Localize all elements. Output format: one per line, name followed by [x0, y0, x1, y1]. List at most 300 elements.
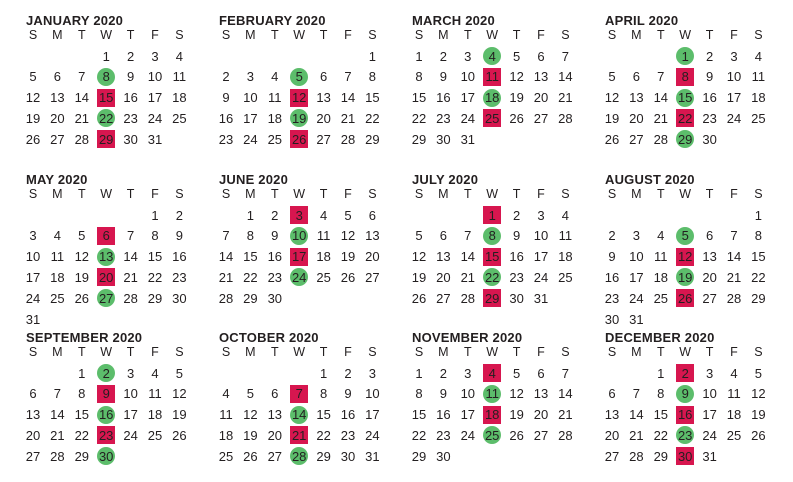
day-cell: 20 [25, 427, 41, 443]
day-cell: 4 [151, 365, 159, 381]
day-cell: 7 [730, 228, 738, 244]
weekday-header: S [221, 344, 231, 359]
day-cell: 23 [340, 427, 356, 443]
day-cell-green-marked: 29 [677, 131, 693, 147]
day-cell: 5 [608, 69, 616, 85]
day-cell: 17 [460, 407, 476, 423]
day-cell: 3 [537, 207, 545, 223]
month-title: MAY 2020 [26, 172, 88, 187]
day-cell: 17 [123, 407, 138, 423]
day-cell: 2 [439, 48, 447, 64]
day-cell: 8 [415, 386, 423, 402]
day-cell: 26 [340, 269, 356, 285]
day-cell: 14 [726, 249, 742, 265]
day-cell: 17 [460, 90, 476, 106]
day-cell: 23 [436, 427, 451, 443]
day-cell: 10 [533, 228, 549, 244]
weekday-header: F [151, 344, 159, 359]
day-cell: 27 [50, 131, 65, 147]
day-cell: 8 [151, 228, 159, 244]
day-cell: 27 [533, 427, 549, 443]
day-cell: 18 [172, 90, 187, 106]
day-cell: 7 [78, 69, 86, 85]
day-cell: 16 [267, 249, 283, 265]
day-cell: 1 [415, 48, 423, 64]
day-cell-green-marked: 18 [484, 90, 500, 106]
weekday-header: T [512, 344, 521, 359]
day-cell: 31 [702, 448, 717, 464]
weekday-header: S [28, 27, 38, 42]
day-cell: 4 [657, 228, 665, 244]
day-cell: 28 [74, 131, 90, 147]
day-cell: 25 [558, 269, 573, 285]
day-cell-red-marked: 26 [677, 290, 693, 306]
day-cell-green-marked: 2 [97, 364, 115, 382]
day-cell-red-marked: 18 [484, 407, 500, 423]
day-cell: 21 [558, 407, 573, 423]
day-cell-green-marked: 30 [98, 448, 114, 464]
day-cell: 4 [271, 69, 279, 85]
day-cell: 23 [267, 269, 283, 285]
weekday-header: F [537, 344, 545, 359]
weekday-header: S [414, 344, 424, 359]
day-cell: 20 [533, 90, 549, 106]
day-cell-green-marked: 25 [484, 427, 500, 443]
weekday-header: T [656, 27, 665, 42]
month-title: DECEMBER 2020 [605, 330, 715, 345]
month-title: AUGUST 2020 [605, 172, 695, 187]
day-cell: 28 [629, 448, 644, 464]
day-cell-red-marked: 23 [98, 427, 114, 443]
day-cell: 9 [271, 228, 279, 244]
day-cell: 24 [365, 427, 380, 443]
day-cell: 13 [629, 90, 644, 106]
weekday-header: W [486, 344, 499, 359]
day-cell: 7 [222, 228, 230, 244]
day-cell-red-marked: 1 [483, 206, 501, 224]
day-cell: 31 [365, 448, 380, 464]
day-cell-green-marked: 14 [291, 407, 307, 423]
weekday-header: S [221, 27, 231, 42]
day-cell: 20 [50, 110, 65, 126]
day-cell: 14 [74, 90, 90, 106]
day-cell: 18 [726, 407, 742, 423]
day-cell-green-marked: 10 [291, 228, 307, 244]
day-cell: 25 [267, 131, 283, 147]
day-cell: 19 [751, 407, 766, 423]
day-cell: 14 [653, 90, 669, 106]
day-cell-red-marked: 26 [291, 131, 307, 147]
day-cell: 22 [316, 427, 331, 443]
day-cell: 6 [632, 69, 640, 85]
day-cell: 1 [319, 365, 328, 381]
day-cell: 26 [172, 427, 187, 443]
weekday-header: S [368, 27, 377, 42]
day-cell: 26 [74, 290, 90, 306]
day-cell: 28 [558, 110, 573, 126]
day-cell: 2 [608, 228, 616, 244]
day-cell: 10 [726, 69, 742, 85]
day-cell: 19 [340, 249, 356, 265]
day-cell: 9 [512, 228, 521, 244]
day-cell: 13 [533, 69, 549, 85]
day-cell: 9 [608, 249, 616, 265]
day-cell: 12 [509, 69, 524, 85]
day-cell: 24 [460, 110, 476, 126]
day-cell: 17 [25, 269, 41, 285]
day-cell: 14 [460, 249, 476, 265]
day-cell: 11 [558, 228, 573, 244]
day-cell: 15 [316, 407, 331, 423]
day-cell: 24 [147, 110, 163, 126]
day-cell-red-marked: 22 [677, 110, 693, 126]
day-cell: 10 [702, 386, 717, 402]
day-cell: 9 [439, 69, 447, 85]
day-cell: 13 [25, 407, 41, 423]
day-cell: 18 [653, 269, 669, 285]
weekday-header: W [100, 186, 113, 201]
day-cell: 22 [751, 269, 766, 285]
weekday-header: T [77, 27, 86, 42]
day-cell: 19 [509, 90, 524, 106]
day-cell: 17 [147, 90, 163, 106]
day-cell: 30 [604, 311, 620, 327]
day-cell: 10 [365, 386, 380, 402]
day-cell: 13 [267, 407, 283, 423]
day-cell: 15 [365, 90, 380, 106]
day-cell: 1 [415, 365, 423, 381]
day-cell-red-marked: 20 [98, 269, 114, 285]
day-cell: 15 [751, 249, 766, 265]
weekday-header: T [463, 27, 472, 42]
day-cell: 14 [629, 407, 644, 423]
weekday-header: M [438, 27, 449, 42]
day-cell: 16 [218, 110, 234, 126]
day-cell-red-marked: 29 [98, 131, 114, 147]
day-cell: 1 [78, 365, 86, 381]
day-cell: 2 [439, 365, 447, 381]
day-cell: 23 [218, 131, 234, 147]
day-cell: 20 [316, 110, 331, 126]
day-cell: 28 [50, 448, 65, 464]
weekday-header: S [175, 344, 184, 359]
day-cell: 1 [102, 48, 110, 64]
weekday-header: S [414, 186, 424, 201]
weekday-header: S [368, 344, 377, 359]
day-cell: 11 [316, 228, 331, 244]
weekday-header: M [245, 27, 256, 42]
day-cell: 20 [365, 249, 380, 265]
day-cell: 29 [411, 448, 427, 464]
day-cell: 7 [657, 69, 665, 85]
day-cell: 21 [218, 269, 234, 285]
day-cell: 2 [705, 48, 714, 64]
weekday-header: M [52, 27, 63, 42]
weekday-header: S [28, 344, 38, 359]
day-cell: 27 [533, 110, 549, 126]
day-cell: 24 [25, 290, 41, 306]
day-cell: 31 [460, 131, 476, 147]
day-cell: 19 [74, 269, 90, 285]
day-cell: 10 [629, 249, 644, 265]
day-cell: 14 [558, 69, 573, 85]
day-cell: 8 [415, 69, 423, 85]
day-cell: 1 [151, 207, 159, 223]
day-cell-green-marked: 27 [98, 290, 114, 306]
weekday-header: M [52, 186, 63, 201]
day-cell: 4 [53, 228, 61, 244]
day-cell: 12 [509, 386, 524, 402]
day-cell: 18 [267, 110, 283, 126]
weekday-header: T [705, 27, 714, 42]
weekday-header: F [344, 186, 352, 201]
weekday-header: T [319, 186, 328, 201]
weekday-header: F [730, 186, 738, 201]
day-cell: 27 [629, 131, 644, 147]
weekday-header: W [293, 27, 306, 42]
day-cell: 31 [25, 311, 41, 327]
day-cell-red-marked: 15 [484, 249, 500, 265]
day-cell: 17 [533, 249, 549, 265]
weekday-header: S [28, 186, 38, 201]
day-cell: 17 [702, 407, 717, 423]
day-cell: 10 [460, 386, 476, 402]
day-cell: 28 [340, 131, 356, 147]
weekday-header: M [631, 344, 642, 359]
day-cell: 27 [365, 269, 380, 285]
day-cell: 4 [561, 207, 569, 223]
day-cell: 19 [604, 110, 620, 126]
day-cell: 14 [123, 249, 138, 265]
day-cell-green-marked: 22 [484, 269, 500, 285]
day-cell: 13 [365, 228, 380, 244]
day-cell: 16 [509, 249, 524, 265]
day-cell-red-marked: 9 [97, 385, 115, 403]
day-cell: 22 [653, 427, 669, 443]
weekday-header: S [414, 27, 424, 42]
day-cell-green-marked: 5 [290, 68, 308, 86]
day-cell-red-marked: 4 [483, 364, 501, 382]
day-cell: 5 [344, 207, 352, 223]
day-cell: 13 [50, 90, 65, 106]
day-cell: 13 [533, 386, 549, 402]
weekday-header: F [344, 344, 352, 359]
day-cell-red-marked: 2 [676, 364, 694, 382]
day-cell: 2 [512, 207, 521, 223]
weekday-header: S [561, 344, 570, 359]
day-cell: 9 [705, 69, 714, 85]
day-cell: 31 [533, 290, 549, 306]
day-cell: 28 [726, 290, 742, 306]
weekday-header: W [293, 344, 306, 359]
day-cell: 25 [147, 427, 163, 443]
day-cell: 16 [340, 407, 356, 423]
day-cell: 23 [172, 269, 187, 285]
day-cell: 13 [316, 90, 331, 106]
day-cell: 5 [754, 365, 762, 381]
month-title: JUNE 2020 [219, 172, 289, 187]
day-cell: 21 [726, 269, 742, 285]
weekday-header: T [77, 186, 86, 201]
day-cell: 10 [243, 90, 258, 106]
weekday-header: T [705, 344, 714, 359]
day-cell: 12 [340, 228, 356, 244]
day-cell: 29 [653, 448, 669, 464]
day-cell: 4 [175, 48, 183, 64]
day-cell: 23 [604, 290, 620, 306]
day-cell: 8 [754, 228, 762, 244]
month-title: SEPTEMBER 2020 [26, 330, 143, 345]
day-cell: 19 [243, 427, 258, 443]
day-cell: 26 [25, 131, 41, 147]
day-cell: 10 [25, 249, 41, 265]
day-cell: 3 [246, 69, 254, 85]
day-cell: 17 [629, 269, 644, 285]
day-cell: 5 [246, 386, 254, 402]
month-title: NOVEMBER 2020 [412, 330, 523, 345]
day-cell: 1 [368, 48, 376, 64]
day-cell-green-marked: 8 [97, 68, 115, 86]
day-cell: 24 [243, 131, 258, 147]
day-cell: 28 [460, 290, 476, 306]
weekday-header: S [754, 344, 763, 359]
day-cell: 4 [222, 386, 230, 402]
day-cell: 15 [243, 249, 258, 265]
day-cell: 16 [604, 269, 620, 285]
weekday-header: S [607, 344, 617, 359]
weekday-header: F [151, 186, 159, 201]
day-cell: 8 [78, 386, 86, 402]
day-cell: 24 [460, 427, 476, 443]
day-cell: 24 [726, 110, 742, 126]
day-cell: 19 [172, 407, 187, 423]
weekday-header: T [319, 27, 328, 42]
day-cell: 7 [632, 386, 640, 402]
day-cell: 30 [340, 448, 356, 464]
weekday-header: S [754, 186, 763, 201]
day-cell: 29 [751, 290, 766, 306]
day-cell: 3 [29, 228, 37, 244]
day-cell-red-marked: 16 [677, 407, 693, 423]
day-cell: 6 [271, 386, 279, 402]
day-cell: 30 [436, 131, 451, 147]
day-cell: 21 [558, 90, 573, 106]
day-cell-green-marked: 4 [483, 47, 501, 65]
day-cell: 16 [436, 407, 451, 423]
weekday-header: F [151, 27, 159, 42]
day-cell-red-marked: 30 [677, 448, 693, 464]
day-cell-red-marked: 29 [484, 290, 500, 306]
day-cell: 21 [629, 427, 644, 443]
day-cell: 17 [243, 110, 258, 126]
day-cell: 27 [436, 290, 451, 306]
day-cell: 27 [25, 448, 41, 464]
weekday-header: W [679, 344, 692, 359]
day-cell: 7 [53, 386, 61, 402]
day-cell: 16 [123, 90, 138, 106]
day-cell-red-marked: 21 [291, 427, 307, 443]
day-cell: 13 [604, 407, 620, 423]
day-cell: 14 [50, 407, 65, 423]
day-cell: 29 [243, 290, 258, 306]
day-cell: 29 [316, 448, 331, 464]
day-cell: 2 [175, 207, 183, 223]
month-title: OCTOBER 2020 [219, 330, 319, 345]
weekday-header: T [270, 186, 279, 201]
day-cell: 21 [74, 110, 90, 126]
day-cell: 30 [172, 290, 187, 306]
weekday-header: M [438, 344, 449, 359]
day-cell: 22 [365, 110, 380, 126]
month-title: JULY 2020 [412, 172, 479, 187]
day-cell-red-marked: 15 [98, 90, 114, 106]
day-cell: 12 [172, 386, 187, 402]
weekday-header: T [270, 27, 279, 42]
weekday-header: T [656, 186, 665, 201]
day-cell: 4 [730, 365, 738, 381]
day-cell: 24 [533, 269, 549, 285]
weekday-header: S [561, 186, 570, 201]
day-cell: 8 [246, 228, 254, 244]
day-cell: 20 [702, 269, 717, 285]
day-cell: 17 [726, 90, 742, 106]
month-title: MARCH 2020 [412, 13, 495, 28]
day-cell: 7 [344, 69, 352, 85]
day-cell: 18 [316, 249, 331, 265]
weekday-header: F [537, 186, 545, 201]
day-cell: 26 [509, 110, 524, 126]
weekday-header: S [175, 186, 184, 201]
day-cell-red-marked: 8 [676, 68, 694, 86]
day-cell: 28 [653, 131, 669, 147]
day-cell: 12 [751, 386, 766, 402]
day-cell: 2 [271, 207, 279, 223]
day-cell: 24 [123, 427, 138, 443]
day-cell: 31 [629, 311, 644, 327]
day-cell: 9 [344, 386, 352, 402]
day-cell: 23 [509, 269, 524, 285]
weekday-header: M [245, 344, 256, 359]
day-cell: 7 [561, 48, 569, 64]
day-cell: 3 [464, 365, 472, 381]
weekday-header: S [561, 27, 570, 42]
day-cell: 27 [267, 448, 283, 464]
day-cell: 10 [123, 386, 138, 402]
day-cell-green-marked: 1 [676, 47, 694, 65]
day-cell: 18 [751, 90, 766, 106]
weekday-header: S [607, 186, 617, 201]
day-cell: 22 [411, 110, 427, 126]
weekday-header: S [607, 27, 617, 42]
weekday-header: M [245, 186, 256, 201]
day-cell: 30 [267, 290, 283, 306]
day-cell: 11 [751, 69, 766, 85]
day-cell: 22 [147, 269, 163, 285]
day-cell: 26 [509, 427, 524, 443]
day-cell: 15 [147, 249, 163, 265]
weekday-header: W [679, 186, 692, 201]
weekday-header: W [486, 186, 499, 201]
day-cell: 10 [147, 69, 163, 85]
day-cell: 31 [147, 131, 163, 147]
day-cell-green-marked: 22 [98, 110, 114, 126]
day-cell: 7 [464, 228, 472, 244]
weekday-header: T [319, 344, 328, 359]
day-cell: 14 [558, 386, 573, 402]
day-cell: 15 [653, 407, 669, 423]
day-cell-green-marked: 24 [291, 269, 307, 285]
day-cell: 24 [702, 427, 717, 443]
